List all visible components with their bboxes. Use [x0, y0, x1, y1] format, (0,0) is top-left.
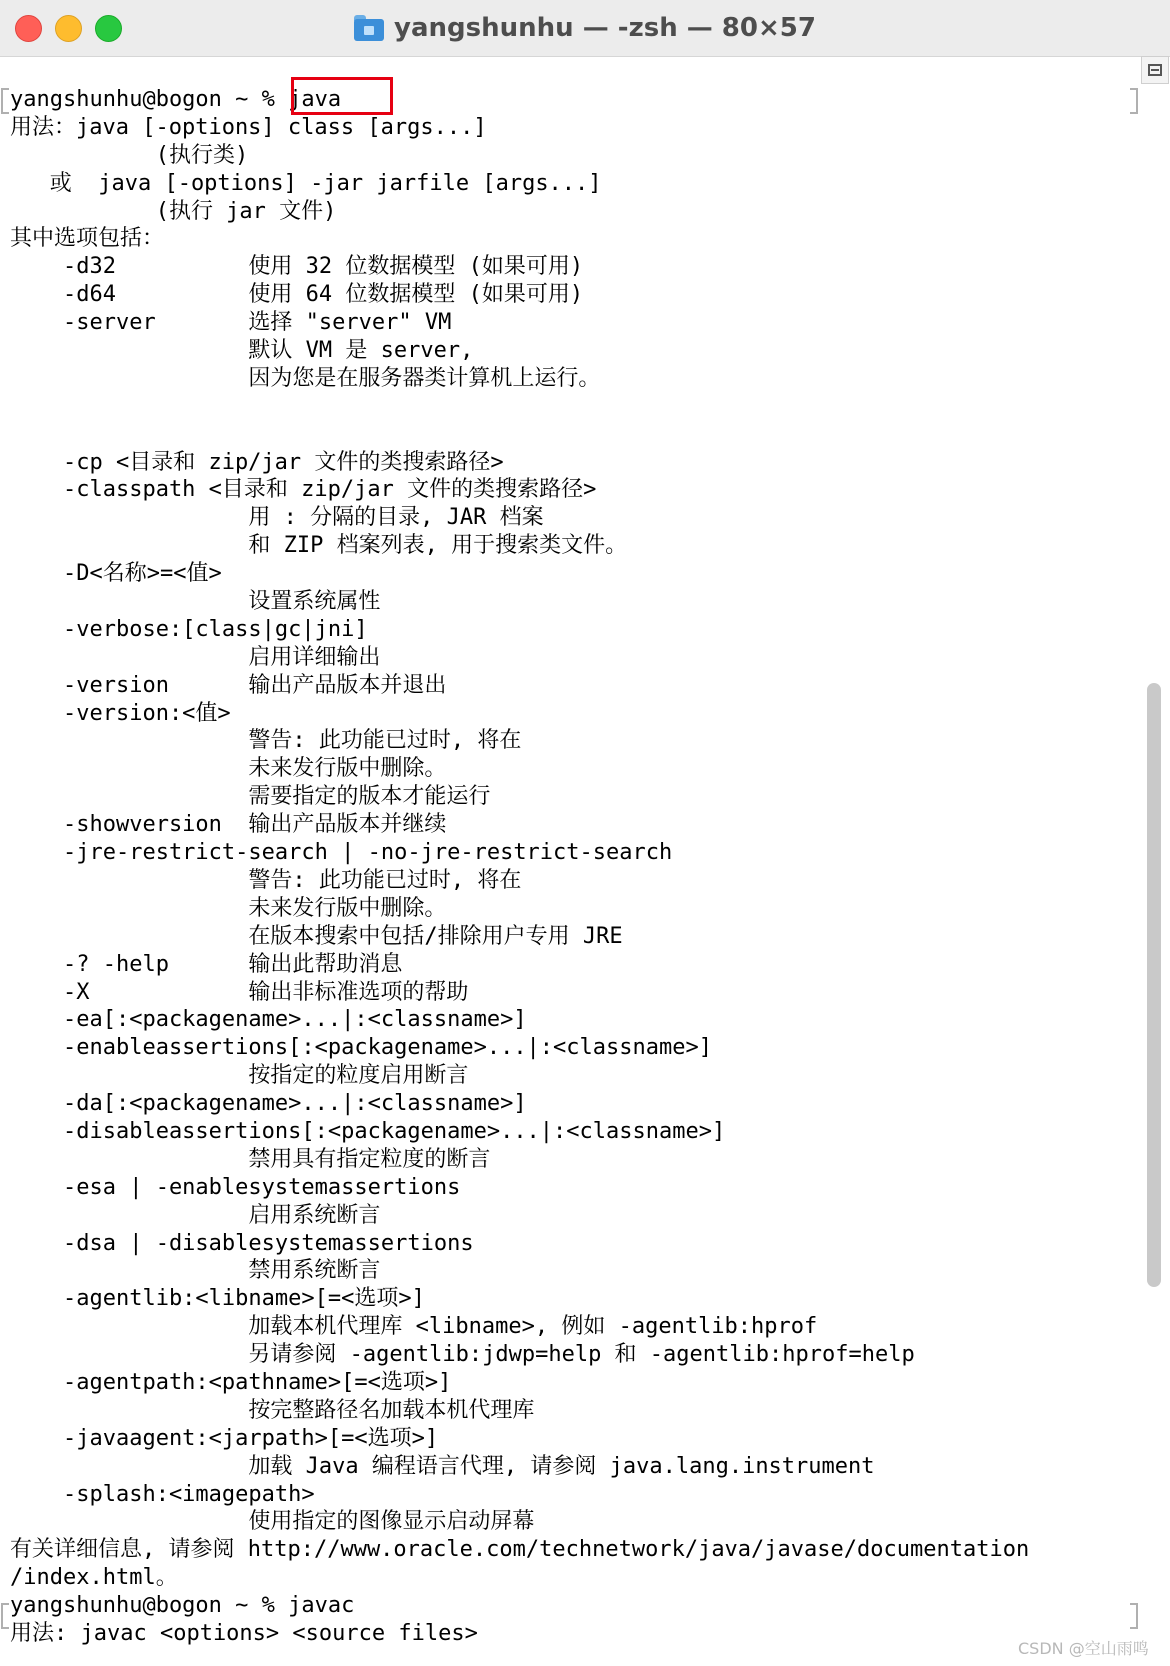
terminal-line: 另请参阅 -agentlib:jdwp=help 和 -agentlib:hprof=help: [10, 1342, 915, 1368]
terminal-line: 按完整路径名加载本机代理库: [10, 1397, 535, 1423]
terminal-line: 或 java [-options] -jar jarfile [args...]: [10, 170, 602, 196]
terminal-line: 加载本机代理库 <libname>, 例如 -agentlib:hprof: [10, 1314, 818, 1340]
terminal-line: 警告: 此功能已过时, 将在: [10, 867, 522, 893]
terminal-line: 未来发行版中删除。: [10, 756, 447, 782]
scrollbar-thumb[interactable]: [1147, 683, 1161, 1287]
command-highlight-box: [291, 77, 393, 115]
terminal-output[interactable]: [10, 86, 1150, 1648]
terminal-line: -dsa | -disablesystemassertions: [10, 1230, 474, 1256]
terminal-line: (执行 jar 文件): [10, 198, 337, 224]
prompt-left-marker: [1, 88, 9, 114]
terminal-line: -jre-restrict-search | -no-jre-restrict-search: [10, 840, 673, 866]
terminal-line: 用 : 分隔的目录, JAR 档案: [10, 505, 544, 531]
terminal-line: yangshunhu@bogon ~ % java: [10, 87, 342, 112]
prompt-left-marker: [1, 1603, 9, 1629]
terminal-line: -verbose:[class|gc|jni]: [10, 616, 368, 642]
terminal-line: -da[:<packagename>...|:<classname>]: [10, 1091, 527, 1117]
terminal-line: 使用指定的图像显示启动屏幕: [10, 1509, 535, 1535]
terminal-line: 用法：java [-options] class [args...]: [10, 114, 487, 140]
terminal-line: [10, 421, 1150, 449]
terminal-line: -agentpath:<pathname>[=<选项>]: [10, 1369, 452, 1395]
title-area: [0, 0, 1170, 56]
title-bar[interactable]: [0, 0, 1170, 57]
terminal-line: [10, 393, 1150, 421]
terminal-line: -cp <目录和 zip/jar 文件的类搜索路径>: [10, 449, 504, 475]
terminal-line: 未来发行版中删除。: [10, 895, 447, 921]
terminal-line: 用法: javac <options> <source files>: [10, 1620, 478, 1646]
terminal-line: 禁用系统断言: [10, 1258, 381, 1284]
watermark: CSDN @空山雨鸣: [1018, 1639, 1149, 1658]
terminal-line: (执行类): [10, 142, 249, 168]
terminal-line: -d32 使用 32 位数据模型 (如果可用): [10, 254, 584, 280]
terminal-line: -? -help 输出此帮助消息: [10, 951, 403, 977]
terminal-line: 启用详细输出: [10, 644, 381, 670]
terminal-line: /index.html。: [10, 1565, 178, 1591]
terminal-line: 警告: 此功能已过时, 将在: [10, 728, 522, 754]
terminal-line: -showversion 输出产品版本并继续: [10, 812, 447, 838]
terminal-line: -enableassertions[:<packagename>...|:<classname>]: [10, 1035, 712, 1061]
terminal-line: 设置系统属性: [10, 589, 381, 615]
terminal-line: 需要指定的版本才能运行: [10, 784, 491, 810]
prompt-right-marker: [1130, 88, 1138, 114]
terminal-line: 有关详细信息, 请参阅 http://www.oracle.com/technetwork/java/javase/documentation: [10, 1537, 1030, 1563]
terminal-line: yangshunhu@bogon ~ % javac: [10, 1593, 355, 1619]
terminal-line: 按指定的粒度启用断言: [10, 1063, 469, 1089]
terminal-line: 和 ZIP 档案列表, 用于搜索类文件。: [10, 533, 628, 559]
home-folder-icon: [354, 15, 384, 41]
terminal-line: -disableassertions[:<packagename>...|:<classname>]: [10, 1118, 726, 1144]
terminal-line: -ea[:<packagename>...|:<classname>]: [10, 1007, 527, 1033]
window-title: yangshunhu — -zsh — 80×57: [394, 13, 816, 43]
terminal-line: -version:<值>: [10, 700, 231, 726]
terminal-line: 因为您是在服务器类计算机上运行。: [10, 365, 601, 391]
terminal-line: 默认 VM 是 server,: [10, 338, 474, 364]
prompt-right-marker: [1130, 1603, 1138, 1629]
terminal-line: 禁用具有指定粒度的断言: [10, 1146, 491, 1172]
terminal-line: 其中选项包括：: [10, 226, 165, 252]
scroll-split-button[interactable]: [1141, 56, 1169, 84]
terminal-line: 加载 Java 编程语言代理, 请参阅 java.lang.instrument: [10, 1453, 875, 1479]
terminal-line: -d64 使用 64 位数据模型 (如果可用): [10, 282, 584, 308]
terminal-line: -version 输出产品版本并退出: [10, 672, 447, 698]
terminal-line: 启用系统断言: [10, 1202, 381, 1228]
terminal-line: -esa | -enablesystemassertions: [10, 1174, 461, 1200]
terminal-line: -javaagent:<jarpath>[=<选项>]: [10, 1425, 439, 1451]
terminal-line: -splash:<imagepath>: [10, 1481, 315, 1507]
terminal-line: 在版本搜索中包括/排除用户专用 JRE: [10, 923, 623, 949]
terminal-line: -classpath <目录和 zip/jar 文件的类搜索路径>: [10, 477, 597, 503]
terminal-line: -server 选择 "server" VM: [10, 310, 452, 336]
terminal-line: -X 输出非标准选项的帮助: [10, 979, 469, 1005]
terminal-line: -D<名称>=<值>: [10, 561, 222, 587]
terminal-line: -agentlib:<libname>[=<选项>]: [10, 1286, 425, 1312]
